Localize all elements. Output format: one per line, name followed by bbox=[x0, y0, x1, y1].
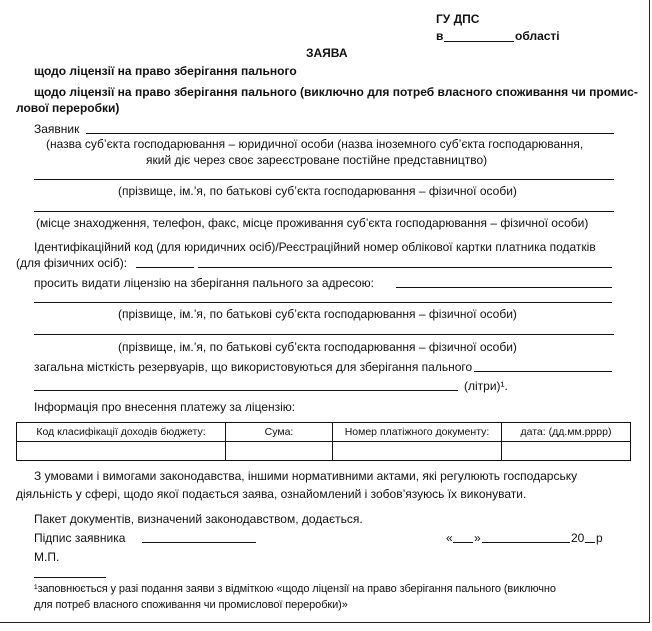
footnote-line-1: ¹заповнюється у разі подання заяви з відміткою «щодо ліцензії на право зберігання пального (виключно bbox=[34, 583, 556, 595]
date-day-field[interactable] bbox=[453, 542, 473, 543]
subtitle-2: щодо ліцензії на право зберігання пального (виключно для потреб власного споживання чи промис- bbox=[34, 85, 638, 99]
payment-doc-cell[interactable] bbox=[333, 442, 502, 461]
payment-table bbox=[16, 422, 631, 461]
payment-col-code: Код класифікації доходів бюджету: bbox=[17, 423, 226, 442]
applicant-hint-legal-1: (назва суб’єкта господарювання – юридичної особи (назва іноземного суб’єкта господарювання, bbox=[46, 137, 584, 151]
subtitle-3: лової переробки) bbox=[16, 101, 120, 115]
date-open-quote: « bbox=[446, 531, 453, 545]
ident-code-field[interactable] bbox=[136, 267, 194, 268]
payment-header-row bbox=[17, 423, 631, 442]
applicant-location-field[interactable] bbox=[34, 211, 614, 212]
terms-line-2: діяльність у сфері, щодо якої подається заява, ознайомлений і зобов’язуюсь їх виконувати. bbox=[16, 487, 527, 501]
payment-label: Інформація про внесення платежу за ліцензію: bbox=[34, 400, 296, 414]
year-prefix: 20 bbox=[571, 531, 585, 545]
date-close-quote: » bbox=[474, 531, 481, 545]
applicant-label: Заявник bbox=[34, 122, 80, 136]
address-hint-1: (прізвище, ім.’я, по батькові суб’єкта господарювання – фізичної особи) bbox=[118, 307, 517, 321]
payment-date-cell[interactable] bbox=[502, 442, 631, 461]
date-year-field[interactable] bbox=[585, 542, 595, 543]
ident-label-1: Ідентифікаційний код (для юридичних осіб)/Реєстраційний номер облікової картки платника податків bbox=[34, 240, 596, 254]
capacity-field-2[interactable] bbox=[34, 390, 458, 391]
applicant-hint-legal-2: який діє через своє зареєстроване постійне представництво) bbox=[146, 153, 488, 167]
capacity-unit: (літри)¹. bbox=[464, 379, 508, 393]
subtitle-1: щодо ліцензії на право зберігання пального bbox=[34, 64, 297, 78]
applicant-field[interactable] bbox=[86, 133, 614, 134]
form-title: ЗАЯВА bbox=[306, 46, 348, 60]
footnote-divider bbox=[34, 577, 106, 578]
capacity-label: загальна місткість резервуарів, що використовуються для зберігання пального bbox=[34, 360, 473, 374]
address-field[interactable] bbox=[396, 287, 612, 288]
region-field[interactable] bbox=[444, 41, 514, 42]
payment-col-doc: Номер платіжного документу: bbox=[333, 423, 502, 442]
footnote-line-2: для потреб власного споживання чи промислової переробки)» bbox=[34, 599, 348, 611]
region-prefix: в bbox=[436, 29, 444, 43]
address-field-2[interactable] bbox=[34, 302, 612, 303]
stamp-label: М.П. bbox=[34, 550, 60, 564]
signature-label: Підпис заявника bbox=[34, 531, 126, 545]
capacity-field[interactable] bbox=[474, 371, 612, 372]
payment-sum-cell[interactable] bbox=[226, 442, 333, 461]
ident-label-2: (для фізичних осіб): bbox=[16, 256, 128, 270]
applicant-hint-person: (прізвище, ім.’я, по батькові суб’єкта господарювання – фізичної особи) bbox=[118, 184, 517, 198]
payment-col-sum: Сума: bbox=[226, 423, 333, 442]
region-suffix: області bbox=[515, 29, 560, 43]
date-month-field[interactable] bbox=[482, 542, 570, 543]
address-field-3[interactable] bbox=[34, 334, 614, 335]
ident-number-field[interactable] bbox=[198, 267, 612, 268]
applicant-person-field[interactable] bbox=[34, 179, 614, 180]
payment-code-cell[interactable] bbox=[17, 442, 226, 461]
payment-entry-row bbox=[17, 442, 631, 461]
package-note: Пакет документів, визначений законодавством, додається. bbox=[34, 512, 363, 526]
address-hint-2: (прізвище, ім.’я, по батькові суб’єкта господарювання – фізичної особи) bbox=[118, 340, 517, 354]
year-suffix: р bbox=[596, 531, 603, 545]
payment-col-date: дата: (дд.мм.рррр) bbox=[502, 423, 631, 442]
terms-line-1: З умовами і вимогами законодавства, іншими нормативними актами, які регулюють господарську bbox=[34, 469, 578, 483]
address-label: просить видати ліцензію на зберігання пального за адресою: bbox=[34, 276, 375, 290]
signature-field[interactable] bbox=[142, 542, 256, 543]
agency-name: ГУ ДПС bbox=[436, 12, 480, 26]
applicant-hint-location: (місце знаходження, телефон, факс, місце проживання суб’єкта господарювання – фізичної особи) bbox=[36, 216, 589, 230]
